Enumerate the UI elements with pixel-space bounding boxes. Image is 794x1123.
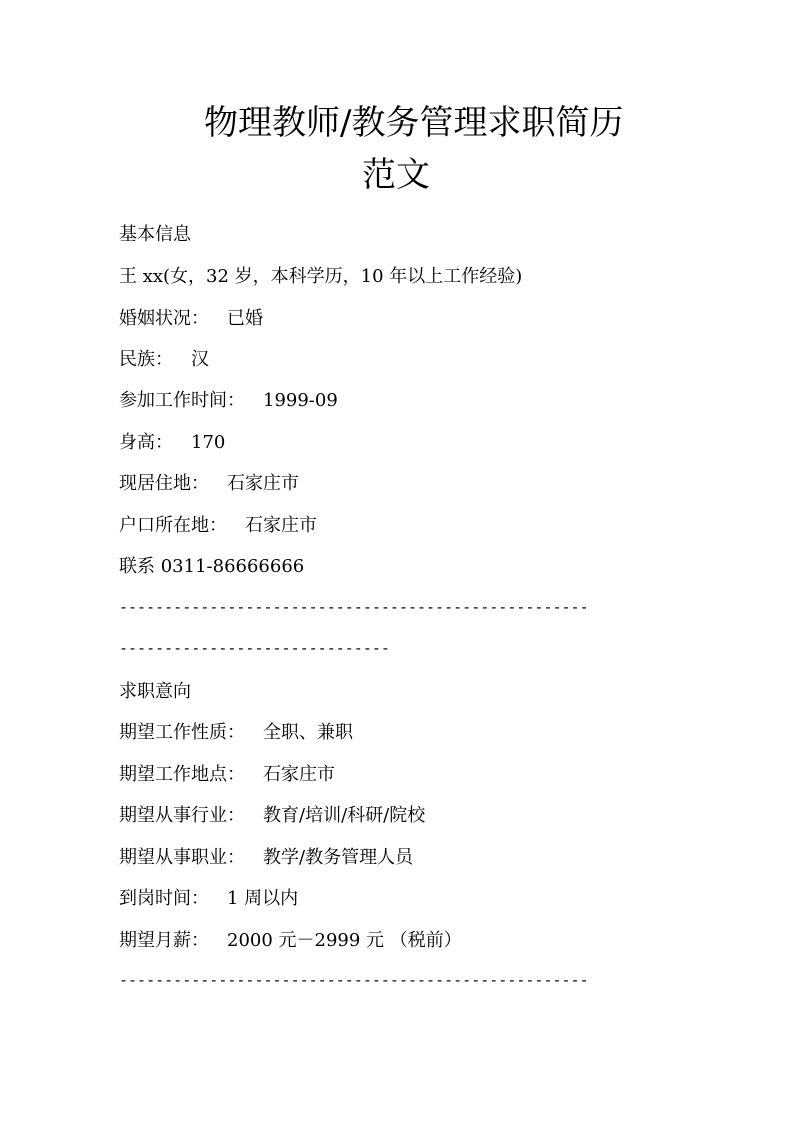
work-start-row: [119, 389, 338, 413]
work-start-label: 参加工作时间：: [119, 390, 245, 411]
height-row: [119, 431, 225, 455]
job-location-row: [119, 763, 335, 787]
marital-status-row: [119, 307, 263, 331]
height-label: 身高：: [119, 432, 173, 453]
residence-row: [119, 472, 299, 496]
section-divider-bottom: ----------------------------------------------------: [119, 971, 589, 989]
job-location-value: 石家庄市: [263, 764, 335, 785]
marital-status-value: 已婚: [227, 308, 263, 329]
job-nature-value: 全职、兼职: [263, 722, 353, 743]
job-industry-row: [119, 804, 425, 828]
job-position-row: [119, 846, 413, 870]
salary-label: 期望月薪：: [119, 930, 209, 951]
ethnicity-value: 汉: [191, 349, 209, 370]
contact-line: 联系 0311-86666666: [119, 556, 305, 577]
ethnicity-row: [119, 348, 209, 372]
hukou-value: 石家庄市: [245, 515, 317, 536]
job-industry-label: 期望从事行业：: [119, 805, 245, 826]
arrival-time-row: [119, 887, 298, 911]
hukou-label: 户口所在地：: [119, 515, 227, 536]
section-divider-continued: ------------------------------: [119, 639, 390, 657]
job-nature-label: 期望工作性质：: [119, 722, 245, 743]
job-industry-value: 教育/培训/科研/院校: [263, 805, 426, 826]
section-heading-basic-info: 基本信息: [119, 224, 191, 245]
ethnicity-label: 民族：: [119, 349, 173, 370]
job-position-value: 教学/教务管理人员: [263, 847, 414, 868]
salary-value: 2000 元－2999 元 （税前）: [227, 930, 462, 951]
job-location-label: 期望工作地点：: [119, 764, 245, 785]
marital-status-label: 婚姻状况：: [119, 308, 209, 329]
height-value: 170: [191, 432, 226, 453]
personal-summary: 王 xx(女，32 岁，本科学历，10 年以上工作经验): [119, 266, 523, 287]
hukou-row: [119, 514, 317, 538]
arrival-time-value: 1 周以内: [227, 888, 299, 909]
section-heading-job-intention: 求职意向: [119, 681, 191, 702]
work-start-value: 1999-09: [263, 390, 338, 411]
job-nature-row: [119, 721, 353, 745]
job-position-label: 期望从事职业：: [119, 847, 245, 868]
page-title-line-2: 范文: [362, 155, 430, 195]
arrival-time-label: 到岗时间：: [119, 888, 209, 909]
section-divider: ----------------------------------------------------: [119, 598, 589, 616]
salary-row: [119, 929, 462, 953]
residence-value: 石家庄市: [227, 473, 299, 494]
page-title-line-1: 物理教师/教务管理求职简历: [204, 103, 624, 143]
residence-label: 现居住地：: [119, 473, 209, 494]
